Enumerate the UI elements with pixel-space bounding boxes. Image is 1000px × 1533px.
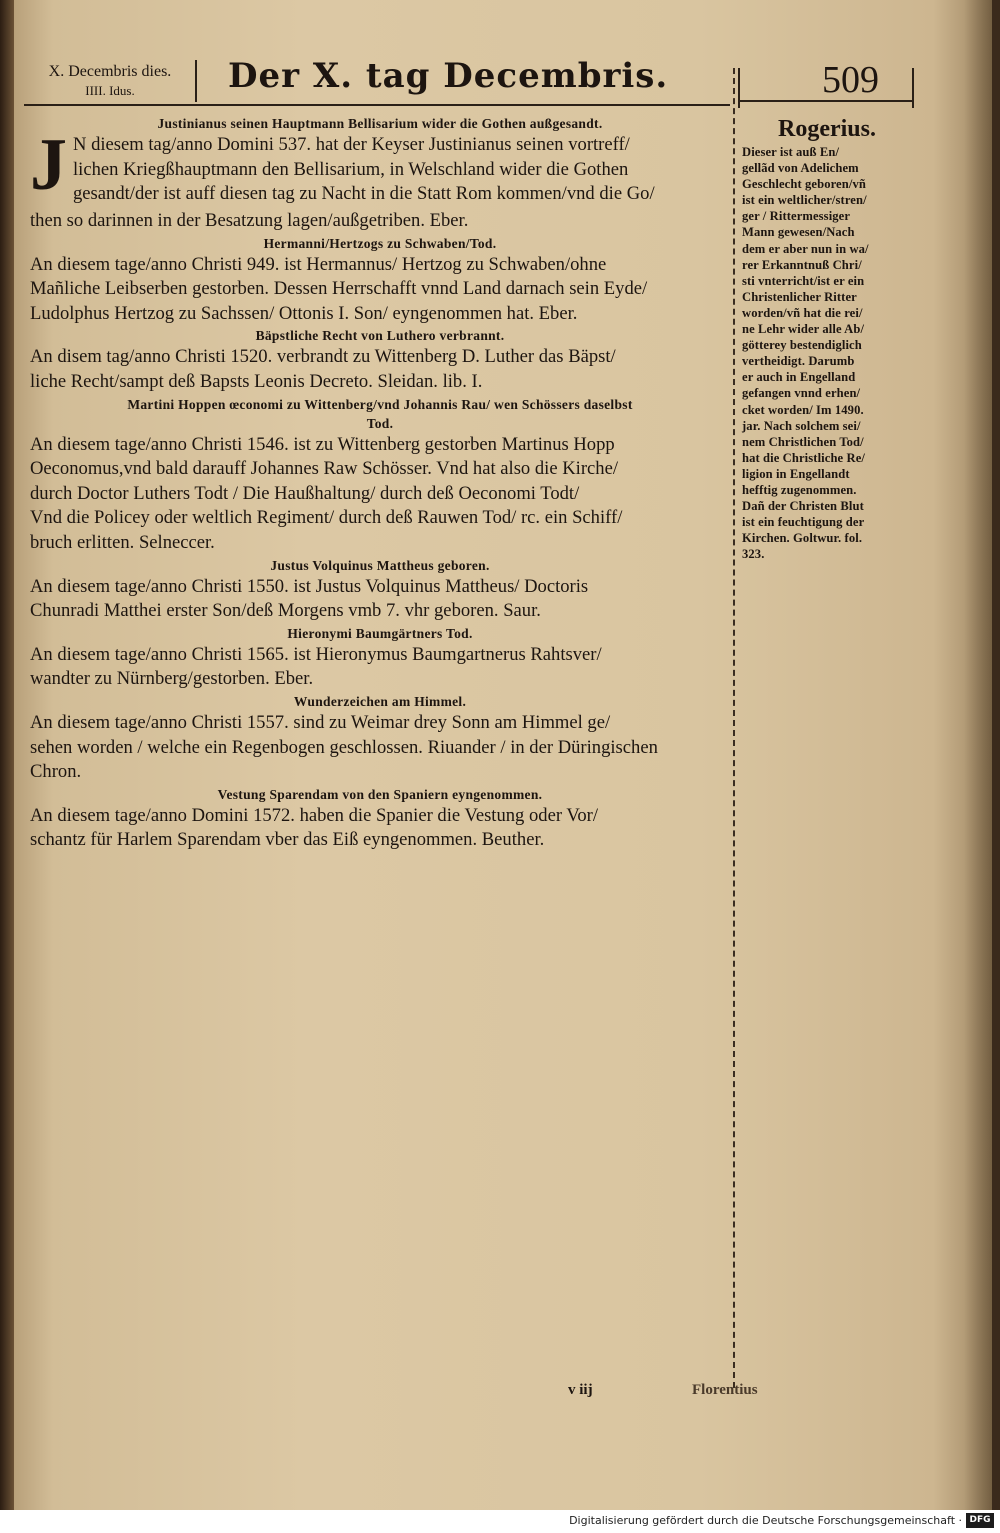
text-line: lichen Kriegßhauptmann den Bellisarium, in Welschland wider die Gothen xyxy=(73,158,629,180)
text-line: liche Recht/sampt deß Bapsts Leonis Decreto. Sleidan. lib. I. xyxy=(30,370,483,392)
text-line: Vnd die Policey oder weltlich Regiment/ durch deß Rauwen Tod/ rc. ein Schiff/ xyxy=(30,507,623,529)
entry-heading: Justinianus seinen Hauptmann Bellisarium wider die Gothen außgesandt. xyxy=(157,116,603,131)
entry-text xyxy=(30,124,730,234)
entry-text xyxy=(30,433,730,556)
entry-luther xyxy=(30,326,730,394)
entry-hermannus xyxy=(30,234,730,327)
entry-heading: Justus Volquinus Mattheus geboren. xyxy=(270,557,490,573)
side-text-line: Dañ der Christen Blut xyxy=(742,499,864,514)
side-text-line: vertheidigt. Darumb xyxy=(742,354,855,369)
side-text-line: ligion in Engellandt xyxy=(742,466,850,481)
side-text xyxy=(742,144,912,562)
side-text-line: ist ein feuchtigung der xyxy=(742,515,865,530)
side-text-line: 323. xyxy=(742,547,765,562)
text-line: An diesem tage/anno Christi 1550. ist Justus Volquinus Mattheus/ Doctoris xyxy=(30,575,589,597)
text-line: wandter zu Nürnberg/gestorben. Eber. xyxy=(30,668,314,690)
text-line: An diesem tage/anno Christi 949. ist Hermannus/ Hertzog zu Schwaben/ohne xyxy=(30,253,607,275)
entry-heading: Hermanni/Hertzogs zu Schwaben/Tod. xyxy=(263,235,497,251)
text-line: Mañliche Leibserben gestorben. Dessen Herrschafft vnnd Land darnach sein Eyde/ xyxy=(30,278,648,300)
side-text-line: ger / Rittermessiger xyxy=(742,209,851,224)
side-text-line: ist ein weltlicher/stren/ xyxy=(742,193,867,208)
signature-mark: v iij xyxy=(568,1382,593,1398)
catchword: Florentius xyxy=(692,1382,758,1398)
entry-heading: Martini Hoppen œconomi zu Wittenberg/vnd Johannis Rau/ wen Schössers daselbst Tod. xyxy=(127,396,633,431)
text-line: durch Doctor Luthers Todt / Die Haußhaltung/ durch deß Oeconomi Todt/ xyxy=(30,482,580,504)
entry-justinianus xyxy=(30,114,730,234)
side-text-line: Christenlicher Ritter xyxy=(742,289,857,304)
text-line: Chron. xyxy=(30,761,82,783)
header-rule xyxy=(24,104,730,106)
text-line: sehen worden / welche ein Regenbogen geschlossen. Riuander / in der Düringischen xyxy=(30,736,658,758)
text-line: Chunradi Matthei erster Son/deß Morgens vmb 7. vhr geboren. Saur. xyxy=(30,600,541,622)
entry-heading: Vestung Sparendam von den Spaniern eyngenommen. xyxy=(217,786,543,802)
text-line: An diesem tage/anno Christi 1557. sind zu Weimar drey Sonn am Himmel ge/ xyxy=(30,711,611,733)
side-frame-left xyxy=(738,68,740,108)
entry-heading: Wunderzeichen am Himmel. xyxy=(293,693,467,709)
page-spine-edge xyxy=(0,0,14,1510)
entry-volquinus xyxy=(30,556,730,624)
side-text-line: er auch in Engelland xyxy=(742,370,856,385)
entry-heading: Hieronymi Baumgärtners Tod. xyxy=(287,625,473,641)
text-line: Oeconomus,vnd bald darauff Johannes Raw Schösser. Vnd hat also die Kirche/ xyxy=(30,458,618,480)
entry-hopp xyxy=(30,395,730,556)
entry-wunderzeichen xyxy=(30,692,730,785)
entry-text xyxy=(30,711,730,785)
main-column xyxy=(30,114,730,853)
side-frame-right xyxy=(912,68,914,108)
header-date-line2: IIII. Idus. xyxy=(85,83,135,98)
text-line: Ludolphus Hertzog zu Sachssen/ Ottonis I. Son/ eyngenommen hat. Eber. xyxy=(30,302,578,324)
side-text-line: dem er aber nun in wa/ xyxy=(742,241,869,256)
page-number: 509 xyxy=(822,59,879,101)
entry-text xyxy=(30,345,730,394)
side-text-line: jar. Nach solchem sei/ xyxy=(742,418,861,433)
entry-text xyxy=(30,575,730,624)
side-text-line: nem Christlichen Tod/ xyxy=(742,434,864,449)
side-text-line: ne Lehr wider alle Ab/ xyxy=(742,322,865,337)
entry-sparendam xyxy=(30,785,730,853)
text-line: An diesem tage/anno Domini 1572. haben die Spanier die Vestung oder Vor/ xyxy=(30,804,599,826)
dfg-logo: DFG xyxy=(966,1513,994,1528)
side-text-line: hefftig zugenommen. xyxy=(742,482,857,497)
column-divider xyxy=(733,68,735,1388)
side-text-line: hat die Christliche Re/ xyxy=(742,450,865,465)
funding-text: Digitalisierung gefördert durch die Deutsche Forschungsgemeinschaft · xyxy=(569,1514,962,1527)
entry-text xyxy=(30,253,730,327)
text-line: bruch erlitten. Selneccer. xyxy=(30,531,215,553)
header-separator xyxy=(195,60,197,102)
text-line: An disem tag/anno Christi 1520. verbrandt zu Wittenberg D. Luther das Bäpst/ xyxy=(30,346,616,368)
side-text-line: Geschlecht geboren/vñ xyxy=(742,177,866,192)
side-text-line: sti vnterricht/ist er ein xyxy=(742,273,865,288)
side-text-line: Kirchen. Goltwur. fol. xyxy=(742,531,863,546)
text-line: schantz für Harlem Sparendam vber das Eiß eyngenommen. Beuther. xyxy=(30,829,545,851)
text-line: An diesem tage/anno Christi 1546. ist zu Wittenberg gestorben Martinus Hopp xyxy=(30,433,615,455)
text-line: An diesem tage/anno Christi 1565. ist Hieronymus Baumgartnerus Rahtsver/ xyxy=(30,643,602,665)
catchword-row xyxy=(560,1380,758,1406)
side-column xyxy=(742,114,912,562)
page-title: Der X. tag Decembris. xyxy=(228,56,669,96)
side-text-line: Dieser ist auß En/ xyxy=(742,145,840,159)
side-title: Rogerius. xyxy=(778,116,876,142)
entry-heading: Bäpstliche Recht von Luthero verbrannt. xyxy=(255,328,505,344)
side-text-line: gellãd von Adelichem xyxy=(742,161,859,176)
text-line: gesandt/der ist auff diesen tag zu Nacht in die Statt Rom kommen/vnd die Go/ xyxy=(73,183,655,205)
side-text-line: gefangen vnnd erhen/ xyxy=(742,386,861,401)
header-date-label xyxy=(24,62,196,100)
side-text-line: cket worden/ Im 1490. xyxy=(742,402,864,417)
entry-baumgartner xyxy=(30,624,730,692)
side-text-line: worden/vñ hat die rei/ xyxy=(742,305,863,320)
text-line: then so darinnen in der Besatzung lagen/außgetriben. Eber. xyxy=(30,210,469,231)
text-line: N diesem tag/anno Domini 537. hat der Keyser Justinianus seinen vortreff/ xyxy=(73,134,630,155)
side-text-line: rer Erkanntnuß Chri/ xyxy=(742,257,862,272)
entry-text xyxy=(30,804,730,853)
entry-text xyxy=(30,643,730,692)
drop-capital: J xyxy=(30,124,67,206)
header-date-line1: X. Decembris dies. xyxy=(48,63,172,80)
side-header-rule xyxy=(738,100,914,110)
side-text-line: götterey bestendiglich xyxy=(742,338,862,353)
side-text-line: Mann gewesen/Nach xyxy=(742,225,855,240)
funding-banner xyxy=(0,1510,1000,1533)
